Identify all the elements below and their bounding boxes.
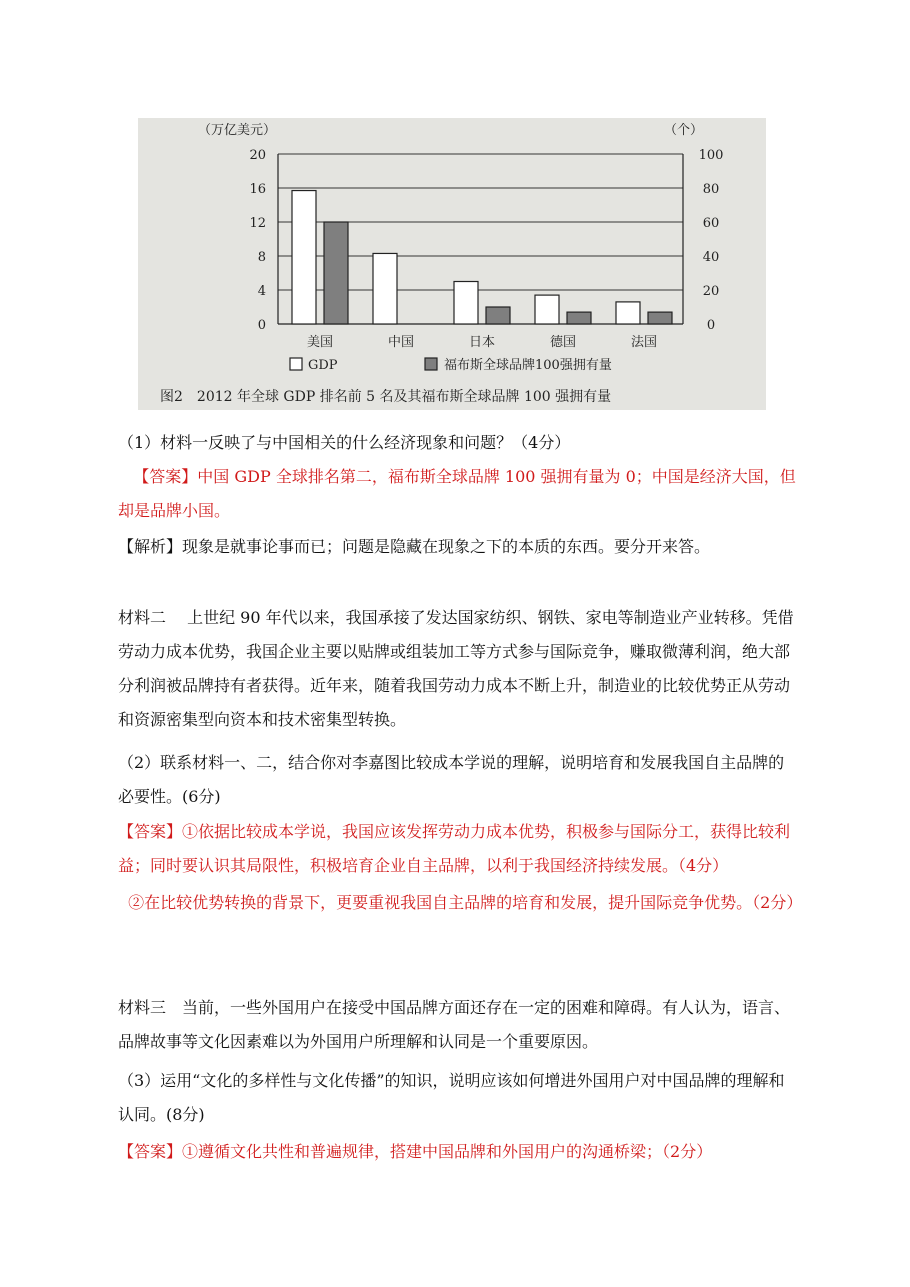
chart-caption: 图2 2012 年全球 GDP 排名前 5 名及其福布斯全球品牌 100 强拥有量 (160, 389, 612, 405)
left-tick-label: 12 (249, 216, 266, 231)
category-label: 中国 (387, 335, 415, 350)
right-tick-label: 40 (702, 250, 720, 265)
category-label: 法国 (630, 335, 658, 350)
left-tick-label: 0 (257, 318, 266, 333)
legend-label-gdp: GDP (308, 358, 338, 373)
legend-swatch-brands (425, 358, 437, 370)
answer-text: ①依据比较成本学说，我国应该发挥劳动力成本优势，积极参与国际分工，获得比较利益；同时要认识其局限性，积极培育企业自主品牌，以利于我国经济持续发展。（4分） (118, 822, 791, 875)
bar-brands (486, 307, 510, 324)
left-tick-label: 20 (249, 148, 266, 163)
answer-text: ①遵循文化共性和普遍规律，搭建中国品牌和外国用户的沟通桥梁；（2分） (182, 1142, 713, 1161)
answer-tag: 【答案】 (133, 467, 198, 486)
question-2-answer-1 (118, 815, 798, 883)
question-2-answer-2 (118, 886, 803, 920)
material-3: 材料三 当前，一些外国用户在接受中国品牌方面还存在一定的困难和障碍。有人认为，语言、品牌故事等文化因素难以为外国用户所理解和认同是一个重要原因。 (118, 998, 791, 1051)
analysis-text: 现象是就事论事而已；问题是隐藏在现象之下的本质的东西。要分开来答。 (182, 537, 711, 556)
bar-gdp (535, 295, 559, 324)
left-axis-unit: （万亿美元） (198, 123, 277, 138)
question-1-answer (118, 460, 798, 528)
right-tick-label: 80 (702, 182, 720, 197)
chart-figure (138, 118, 766, 410)
right-tick-label: 20 (702, 284, 720, 299)
bar-brands (324, 222, 348, 324)
bar-gdp (292, 191, 316, 324)
bar-brands (567, 312, 591, 324)
question-2: （2）联系材料一、二，结合你对李嘉图比较成本学说的理解，说明培育和发展我国自主品牌的必要性。(6分) (118, 753, 785, 806)
bar-brands (648, 312, 672, 324)
left-tick-label: 8 (257, 250, 266, 265)
question-3: （3）运用“文化的多样性与文化传播”的知识，说明应该如何增进外国用户对中国品牌的理解和认同。(8分) (118, 1071, 785, 1124)
right-tick-label: 100 (698, 148, 724, 163)
right-axis-unit: （个） (663, 123, 703, 138)
right-tick-label: 60 (702, 216, 720, 231)
category-label: 德国 (549, 335, 577, 350)
right-tick-label: 0 (706, 318, 716, 333)
left-tick-label: 16 (249, 182, 266, 197)
question-1-analysis (118, 530, 798, 564)
bar-gdp (616, 302, 640, 324)
bar-gdp (373, 253, 397, 324)
left-tick-label: 4 (257, 284, 266, 299)
analysis-tag: 【解析】 (118, 537, 183, 556)
material-2: 材料二 上世纪 90 年代以来，我国承接了发达国家纺织、钢铁、家电等制造业产业转移。凭借劳动力成本优势，我国企业主要以贴牌或组装加工等方式参与国际竞争，赚取微薄利润，绝大部分利润被品牌持有者获得。近年来，随着我国劳动力成本不断上升，制造业的比较优势正从劳动和资源密集型向资本和技术密集型转换。 (118, 608, 794, 729)
question-3-answer-1 (118, 1135, 798, 1169)
gdp-brand-bar-chart (138, 118, 766, 410)
answer-tag: 【答案】 (118, 822, 183, 841)
legend-swatch-gdp (290, 358, 302, 370)
answer-tag: 【答案】 (118, 1142, 183, 1161)
legend-label-brands: 福布斯全球品牌100强拥有量 (444, 358, 612, 373)
answer-text: ②在比较优势转换的背景下，更要重视我国自主品牌的培育和发展，提升国际竞争优势。（2分） (128, 893, 803, 912)
answer-text: 中国 GDP 全球排名第二，福布斯全球品牌 100 强拥有量为 0；中国是经济大国，但却是品牌小国。 (118, 467, 796, 520)
category-label: 美国 (306, 335, 334, 350)
question-1: （1）材料一反映了与中国相关的什么经济现象和问题？（4分） (118, 433, 571, 452)
bar-gdp (454, 282, 478, 325)
category-label: 日本 (468, 335, 496, 350)
